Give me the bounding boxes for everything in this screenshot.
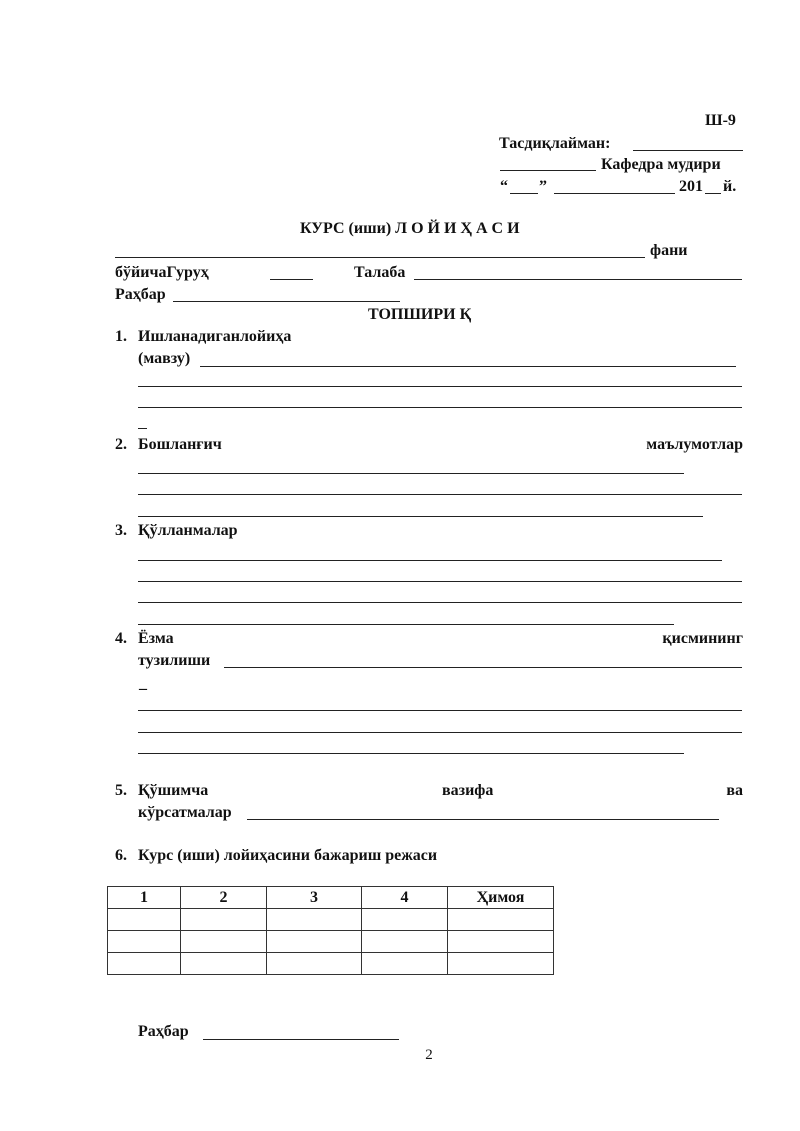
item-4-label: Ёзма <box>138 630 174 647</box>
item-1-line-2 <box>138 386 742 387</box>
table-cell[interactable] <box>362 953 448 975</box>
item-3-line-4 <box>138 624 674 625</box>
table-cell[interactable] <box>181 953 267 975</box>
by-group-label: бўйичаГуруҳ <box>115 264 209 281</box>
item-3-line-2 <box>138 581 742 582</box>
item-1-label: Ишланадиганлойиҳа <box>138 328 292 345</box>
table-row <box>108 909 554 931</box>
table-header-row <box>108 887 554 909</box>
item-6-number: 6. <box>115 847 127 864</box>
table-cell[interactable] <box>362 909 448 931</box>
table-header-cell: Ҳимоя <box>448 887 554 909</box>
student-line <box>414 279 742 280</box>
item-1-number: 1. <box>115 328 127 345</box>
item-4-stray-dash: _ <box>139 675 147 692</box>
item-2-number: 2. <box>115 436 127 453</box>
item-2-label: Бошланғич <box>138 436 222 453</box>
supervisor-line <box>173 301 400 302</box>
item-3-line-3 <box>138 602 742 603</box>
year-suffix: й. <box>723 178 737 195</box>
item-1-line-3 <box>138 407 742 408</box>
table-cell[interactable] <box>181 909 267 931</box>
date-close-quote: ” <box>539 178 547 195</box>
item-4-line-4 <box>138 753 684 754</box>
footer-supervisor-label: Раҳбар <box>138 1023 189 1040</box>
table-header-cell: 1 <box>108 887 181 909</box>
table-cell[interactable] <box>267 953 362 975</box>
item-5-label: Қўшимча <box>138 782 209 799</box>
subject-label: фани <box>650 242 688 259</box>
item-4-line-3 <box>138 732 742 733</box>
table-cell[interactable] <box>108 953 181 975</box>
item-1-label2: (мавзу) <box>138 350 191 367</box>
table-cell[interactable] <box>108 909 181 931</box>
table-cell[interactable] <box>267 931 362 953</box>
item-5-number: 5. <box>115 782 127 799</box>
head-label: Кафедра мудири <box>601 156 721 173</box>
student-label: Талаба <box>354 264 406 281</box>
assignment-title: ТОПШИРИ Қ <box>368 306 472 323</box>
table-cell[interactable] <box>448 953 554 975</box>
item-2-line-2 <box>138 494 742 495</box>
item-1-line-1 <box>200 366 736 367</box>
table-cell[interactable] <box>181 931 267 953</box>
supervisor-label: Раҳбар <box>115 286 166 303</box>
document-title: КУРС (иши) Л О Й И Ҳ А С И <box>300 220 520 237</box>
year-digit-line <box>705 193 721 194</box>
date-open-quote: “ <box>500 178 508 195</box>
approve-label: Тасдиқлайман: <box>499 135 611 152</box>
item-3-number: 3. <box>115 522 127 539</box>
plan-table <box>107 886 554 975</box>
item-5-line-1 <box>247 819 719 820</box>
footer-signature-line <box>203 1039 399 1040</box>
table-header-cell: 4 <box>362 887 448 909</box>
table-cell[interactable] <box>448 931 554 953</box>
group-line <box>270 279 313 280</box>
item-2-label-right: маълумотлар <box>646 436 743 453</box>
approve-signature-line <box>633 150 743 151</box>
item-4-number: 4. <box>115 630 127 647</box>
table-cell[interactable] <box>108 931 181 953</box>
form-code: Ш-9 <box>705 112 736 129</box>
item-4-line-2 <box>138 710 742 711</box>
item-2-line-1 <box>138 473 684 474</box>
item-5-label2: кўрсатмалар <box>138 804 232 821</box>
table-row <box>108 931 554 953</box>
table-header-cell: 2 <box>181 887 267 909</box>
item-2-line-3 <box>138 516 703 517</box>
date-day-line <box>510 193 538 194</box>
head-signature-line <box>500 170 596 171</box>
table-row <box>108 953 554 975</box>
item-4-label2: тузилиши <box>138 652 211 669</box>
item-3-line-1 <box>138 560 722 561</box>
table-cell[interactable] <box>362 931 448 953</box>
subject-line <box>115 257 645 258</box>
item-5-label-mid: вазифа <box>442 782 494 799</box>
page-number: 2 <box>425 1047 433 1063</box>
table-cell[interactable] <box>267 909 362 931</box>
date-month-line <box>554 193 675 194</box>
item-6-label: Курс (иши) лойиҳасини бажариш режаси <box>138 847 438 864</box>
item-1-stray-dash <box>138 428 147 429</box>
item-4-line-1 <box>224 667 742 668</box>
item-3-label: Қўлланмалар <box>138 522 238 539</box>
item-5-label-right: ва <box>726 782 743 799</box>
year-prefix: 201 <box>679 178 703 195</box>
table-header-cell: 3 <box>267 887 362 909</box>
table-cell[interactable] <box>448 909 554 931</box>
item-4-label-right: қисмининг <box>662 630 743 647</box>
